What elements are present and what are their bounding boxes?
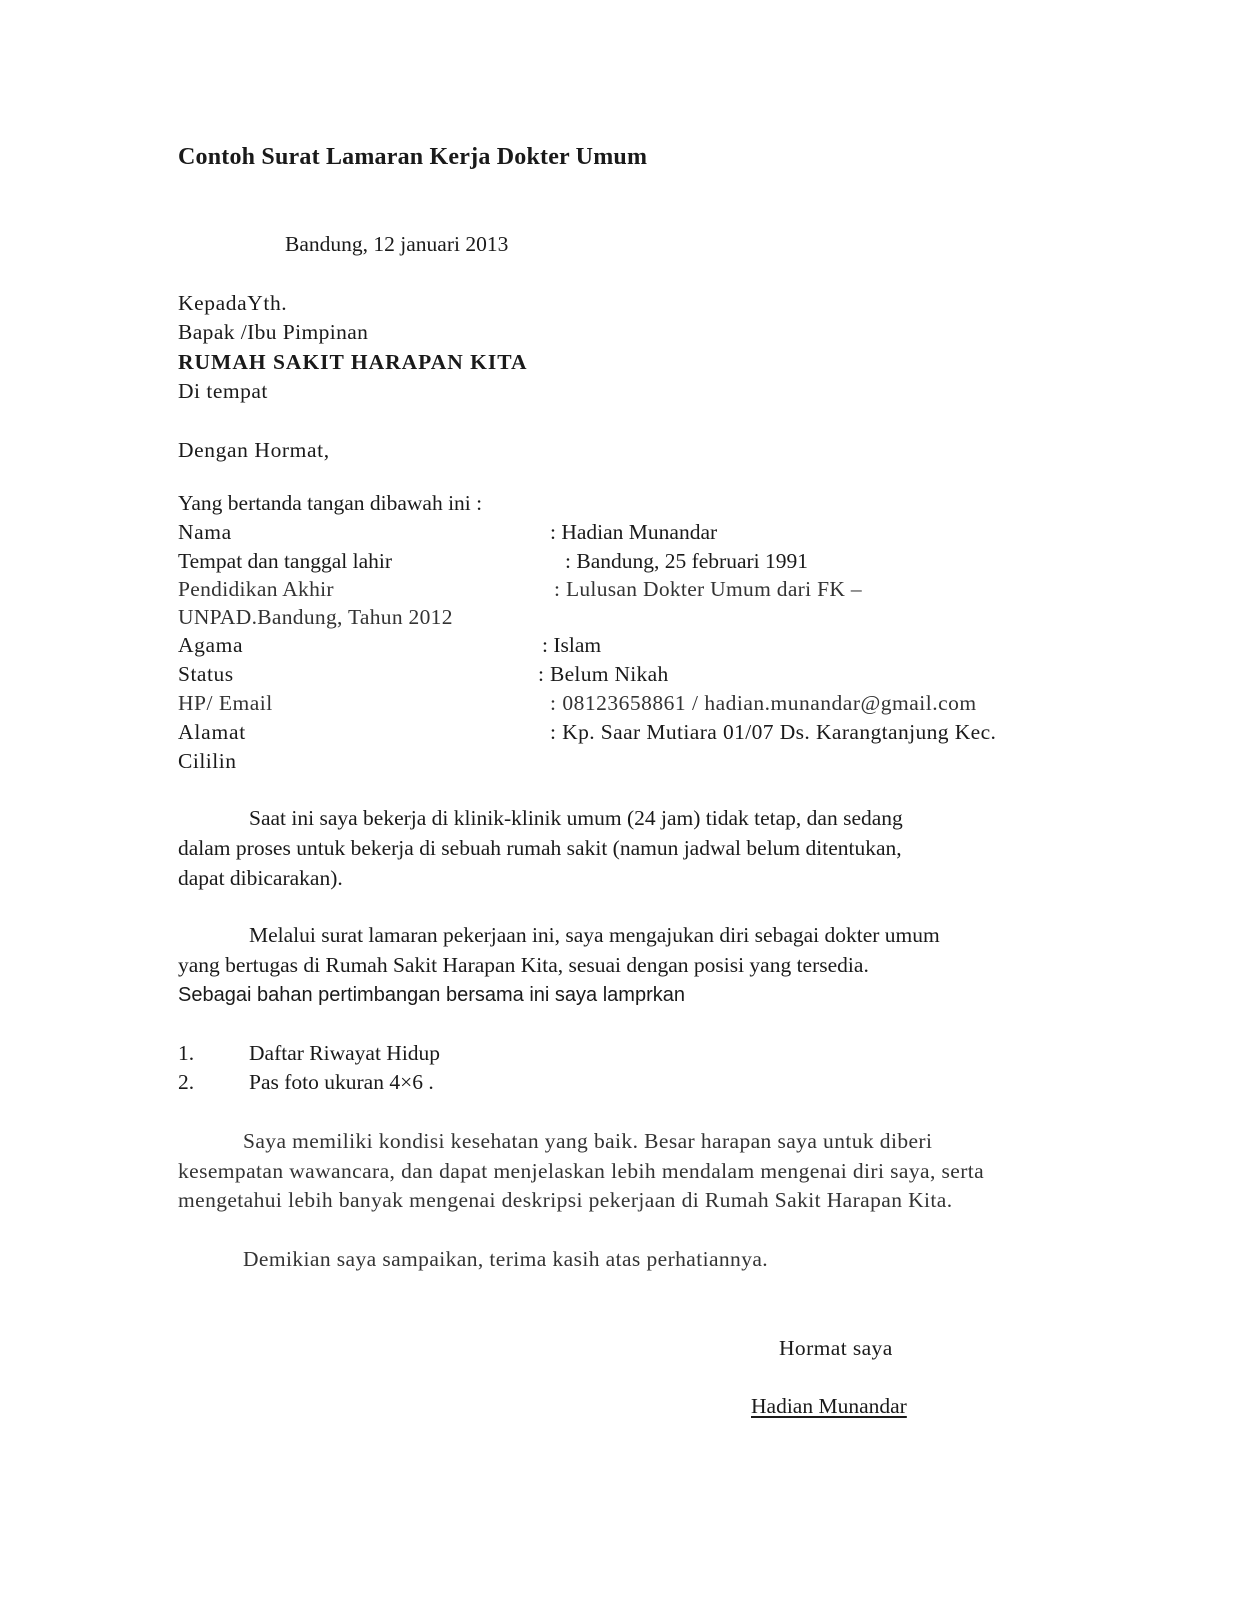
signature-name: Hadian Munandar <box>751 1394 907 1418</box>
field-label: HP/ Email <box>178 691 273 715</box>
paragraph-line: Saat ini saya bekerja di klinik-klinik umum (24 jam) tidak tetap, dan sedang <box>249 806 903 830</box>
field-value: : Belum Nikah <box>538 662 669 686</box>
field-value: : Lulusan Dokter Umum dari FK – <box>554 577 862 601</box>
signoff: Hormat saya <box>779 1336 893 1360</box>
field-value: : Bandung, 25 februari 1991 <box>565 549 809 573</box>
paragraph-line: mengetahui lebih banyak mengenai deskripsi pekerjaan di Rumah Sakit Harapan Kita. <box>178 1188 953 1212</box>
letter-date: Bandung, 12 januari 2013 <box>285 232 509 256</box>
field-value: : Hadian Munandar <box>550 520 718 544</box>
list-item-number: 2. <box>178 1070 195 1094</box>
list-item: Pas foto ukuran 4×6 . <box>249 1070 434 1094</box>
closing-line: Demikian saya sampaikan, terima kasih atas perhatiannya. <box>243 1247 769 1271</box>
paragraph-line: dapat dibicarakan). <box>178 866 343 890</box>
recipient-institution: RUMAH SAKIT HARAPAN KITA <box>178 350 528 374</box>
field-label: Tempat dan tanggal lahir <box>178 549 393 573</box>
list-item-number: 1. <box>178 1041 195 1065</box>
paragraph-line: yang bertugas di Rumah Sakit Harapan Kita, sesuai dengan posisi yang tersedia. <box>178 953 869 977</box>
paragraph-line: Saya memiliki kondisi kesehatan yang baik. Besar harapan saya untuk diberi <box>243 1129 933 1153</box>
list-item: Daftar Riwayat Hidup <box>249 1041 441 1065</box>
field-value: : 08123658861 / hadian.munandar@gmail.com <box>550 691 977 715</box>
field-value: : Islam <box>542 633 602 657</box>
field-label: Agama <box>178 633 244 657</box>
page-title: Contoh Surat Lamaran Kerja Dokter Umum <box>178 144 648 170</box>
recipient-line: Di tempat <box>178 379 268 403</box>
field-label: Nama <box>178 520 232 544</box>
paragraph-line: kesempatan wawancara, dan dapat menjelaskan lebih mendalam mengenai diri saya, serta <box>178 1159 985 1183</box>
greeting: Dengan Hormat, <box>178 438 330 462</box>
field-value-continued: UNPAD.Bandung, Tahun 2012 <box>178 605 453 629</box>
field-label: Pendidikan Akhir <box>178 577 334 601</box>
field-label: Alamat <box>178 720 247 744</box>
field-value: : Kp. Saar Mutiara 01/07 Ds. Karangtanjung Kec. <box>550 720 997 744</box>
paragraph-line: Melalui surat lamaran pekerjaan ini, saya mengajukan diri sebagai dokter umum <box>249 923 940 947</box>
field-value-continued: Cililin <box>178 749 237 773</box>
recipient-line: Bapak /Ibu Pimpinan <box>178 320 369 344</box>
recipient-line: KepadaYth. <box>178 291 288 315</box>
paragraph-line: Sebagai bahan pertimbangan bersama ini saya lamprkan <box>178 984 685 1006</box>
field-label: Status <box>178 662 234 686</box>
intro-line: Yang bertanda tangan dibawah ini : <box>178 491 483 515</box>
paragraph-line: dalam proses untuk bekerja di sebuah rumah sakit (namun jadwal belum ditentukan, <box>178 836 902 860</box>
